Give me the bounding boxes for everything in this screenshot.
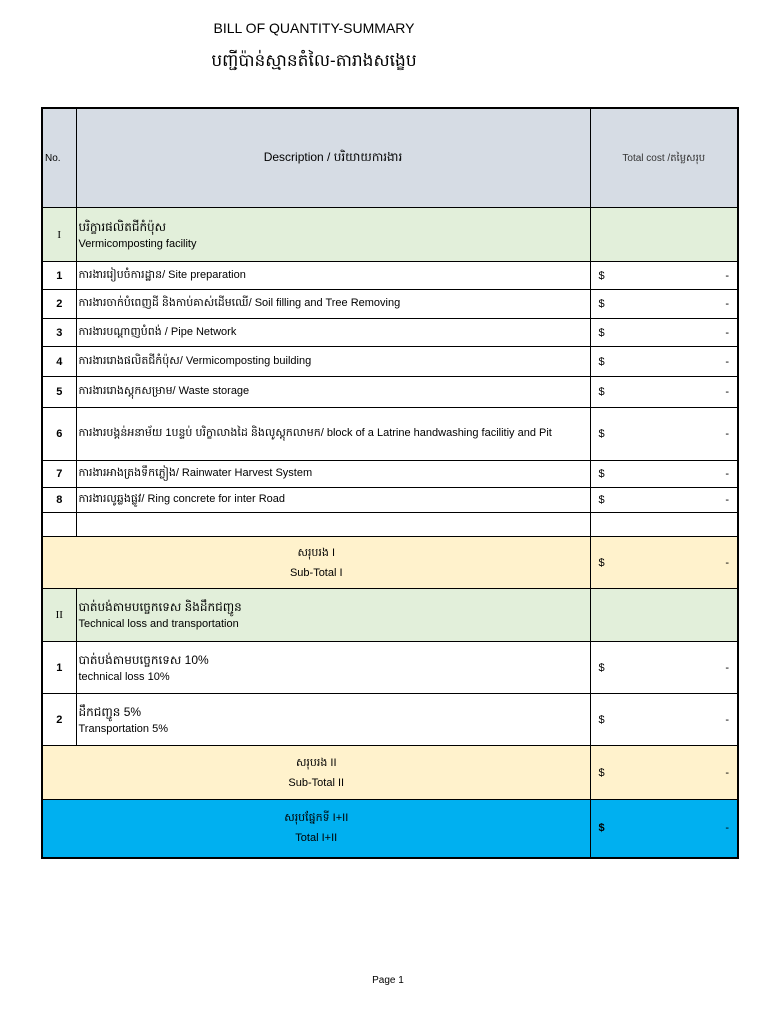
total-label-khmer: សរុបផ្នែកទី I+II (284, 812, 349, 825)
currency-symbol: $ (598, 494, 605, 506)
row-number: 5 (42, 377, 76, 408)
row-description: ការងារលូឆ្លងផ្លូវ/ Ring concrete for inter Road (76, 488, 590, 513)
cost-value: - (725, 766, 729, 779)
table-row (42, 347, 738, 377)
table-row (42, 377, 738, 408)
subtotal-label-khmer: សរុបរង I (297, 546, 336, 559)
table-header-row (42, 108, 738, 208)
title-english: BILL OF QUANTITY-SUMMARY (213, 20, 415, 36)
row-description: ការងាររៀបចំការដ្ឋាន/ Site preparation (76, 262, 590, 290)
row-description (76, 642, 590, 694)
currency-symbol: $ (598, 386, 605, 398)
row-description-khmer: បាត់បង់តាមបច្ចេកទេស 10% (78, 652, 209, 667)
row-description (76, 694, 590, 746)
cost-value: - (725, 428, 729, 440)
row-description: ការងារអាងត្រងទឹកភ្លៀង/ Rainwater Harvest System (76, 461, 590, 488)
table-row (42, 290, 738, 319)
row-description-english: technical loss 10% (78, 670, 170, 683)
section-title-khmer: បាត់បង់តាមបច្ចេកទេស និងដឹកជញ្ជូន (78, 600, 242, 614)
row-cost (590, 262, 738, 290)
table-row (42, 461, 738, 488)
cost-value: - (725, 713, 729, 726)
currency-symbol: $ (598, 713, 605, 726)
section-description (76, 208, 590, 262)
row-cost (590, 377, 738, 408)
total-label (42, 800, 590, 858)
table-row (42, 694, 738, 746)
currency-symbol: $ (598, 298, 605, 310)
header-description: Description / បរិយាយការងារ (76, 108, 590, 208)
section-cost (590, 208, 738, 262)
row-cost (590, 694, 738, 746)
subtotal-label-english: Sub-Total I (289, 566, 343, 579)
row-description: ការងារបង្គន់អនាម័យ 1បន្ទប់ បរិក្ខាលាងដៃ និងលូស្តុកលាមក/ block of a Latrine handwashing facilitiy and Pit (76, 408, 590, 461)
row-description-khmer: ដឹកជញ្ជូន 5% (78, 704, 142, 719)
subtotal-cost (590, 537, 738, 589)
currency-symbol: $ (598, 269, 605, 282)
row-cost (590, 319, 738, 347)
row-cost (590, 290, 738, 319)
row-cost (590, 347, 738, 377)
section-title-english: Technical loss and transportation (78, 618, 239, 630)
row-number: 4 (42, 347, 76, 377)
row-number: 7 (42, 461, 76, 488)
row-number: 6 (42, 408, 76, 461)
cost-value: - (725, 269, 729, 282)
row-number: 2 (42, 290, 76, 319)
cost-value: - (725, 326, 729, 339)
row-cost (590, 461, 738, 488)
currency-symbol: $ (598, 428, 605, 440)
cost-value: - (725, 556, 729, 569)
total-cost (590, 800, 738, 858)
header-total-cost: Total cost /តម្លៃសរុប (590, 108, 738, 208)
subtotal-row (42, 746, 738, 800)
boq-summary-table (41, 107, 739, 859)
row-description: ការងាររោងស្តុកសម្រាម/ Waste storage (76, 377, 590, 408)
row-description: ការងារបណ្តាញបំពង់ / Pipe Network (76, 319, 590, 347)
row-cost (590, 642, 738, 694)
subtotal-cost (590, 746, 738, 800)
table-row (42, 408, 738, 461)
subtotal-label (42, 537, 590, 589)
table-row (42, 319, 738, 347)
row-description: ការងារចាក់បំពេញដី និងកាប់គាស់ដើមឈើ/ Soil filling and Tree Removing (76, 290, 590, 319)
cost-value: - (725, 822, 729, 835)
subtotal-label-english: Sub-Total II (288, 776, 345, 789)
row-number: 1 (42, 262, 76, 290)
currency-symbol: $ (598, 355, 605, 368)
row-number: 1 (42, 642, 76, 694)
section-description (76, 589, 590, 642)
currency-symbol: $ (598, 766, 605, 779)
page-number: Page 1 (372, 975, 404, 986)
row-cost (590, 408, 738, 461)
title-khmer: បញ្ជីប៉ាន់ស្មានតំលៃ-តារាងសង្ខេប (211, 51, 417, 70)
total-row (42, 800, 738, 858)
empty-row (42, 513, 738, 537)
row-number: 8 (42, 488, 76, 513)
cost-value: - (725, 298, 729, 310)
currency-symbol: $ (598, 468, 605, 480)
section-cost (590, 589, 738, 642)
section-title-english: Vermicomposting facility (78, 237, 197, 250)
subtotal-label-khmer: សរុបរង II (295, 756, 337, 769)
table-row (42, 262, 738, 290)
cost-value: - (725, 355, 729, 368)
row-description: ការងាររោងផលិតជីកំប៉ុស/ Vermicomposting building (76, 347, 590, 377)
currency-symbol: $ (598, 326, 605, 339)
cost-value: - (725, 386, 729, 398)
subtotal-label (42, 746, 590, 800)
table-row (42, 488, 738, 513)
row-number: 3 (42, 319, 76, 347)
currency-symbol: $ (598, 661, 605, 674)
header-no: No. (42, 108, 76, 208)
section-number: I (42, 208, 76, 262)
section-number: II (42, 589, 76, 642)
subtotal-row (42, 537, 738, 589)
section-title-khmer: បរិក្ខារផលិតជីកំប៉ុស (78, 219, 167, 234)
row-cost (590, 488, 738, 513)
row-number: 2 (42, 694, 76, 746)
section-row (42, 589, 738, 642)
table-row (42, 642, 738, 694)
currency-symbol: $ (598, 822, 605, 835)
total-label-english: Total I+II (295, 832, 338, 845)
row-description-english: Transportation 5% (78, 722, 168, 735)
cost-value: - (725, 468, 729, 480)
section-row (42, 208, 738, 262)
cost-value: - (725, 661, 729, 674)
currency-symbol: $ (598, 556, 605, 569)
cost-value: - (725, 494, 729, 506)
